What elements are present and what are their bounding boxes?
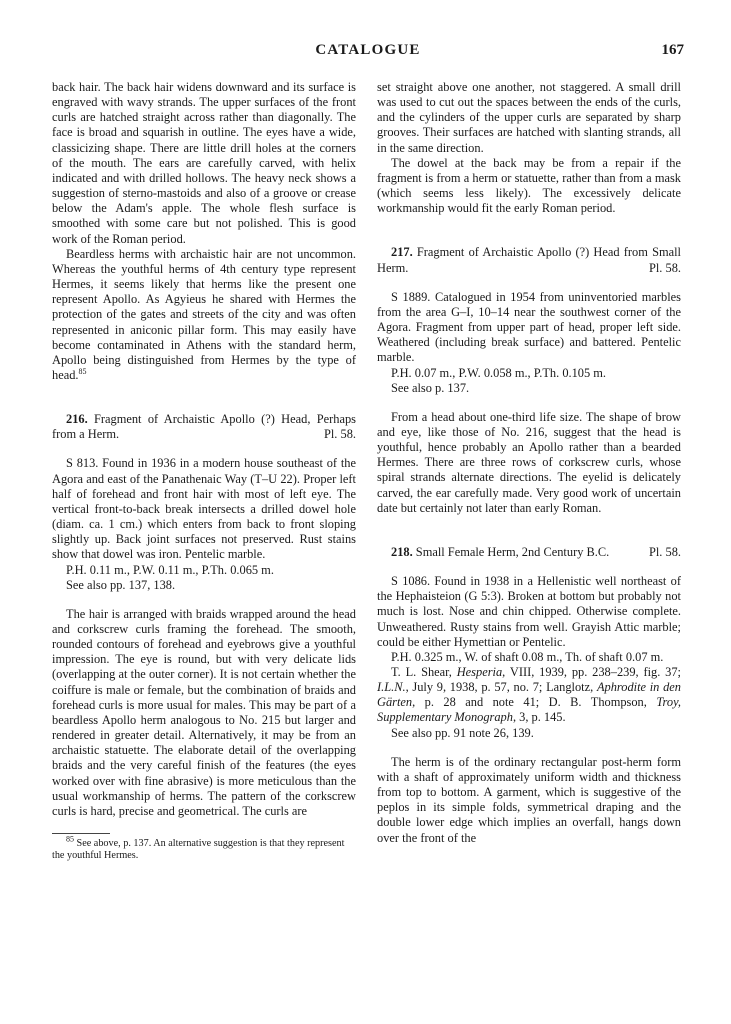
entry-discussion: The hair is arranged with braids wrapped around the head and corkscrew curls framing the forehead. The smooth, rounded contours of forehead and eyebrows give a youthful impression. The eye is round, but with very delicate lids (overlapping at the outer corner). It is not certain whether the coiffure is male or female, but the combination of braids and forehead curls is more usual for males. This may be part of a beardless Apollo herm analogous to No. 215 but larger and rendered in greater detail. Alternatively, it may be from an archaistic statuette. The elaborate detail of the overlapping braids and the very careful finish of the features (the eyes worked over with fine abrasive) is more meticulous than the usual workmanship of herms. The pattern of the corkscrew curls is hard, precise and geometrical. The curls are xyxy=(52,606,356,818)
entry-number: 218. xyxy=(391,544,413,559)
paragraph: set straight above one another, not staggered. A small drill was used to cut out the spaces between the ends of the curls, and the cylinders of the upper curls are separated by sharp grooves. Their surfaces are hatched with slanting strands, all in the same direction. xyxy=(377,80,681,155)
entry-heading-218 xyxy=(377,545,681,560)
footnote xyxy=(52,834,356,863)
entry-description: S 1086. Found in 1938 in a Hellenistic well northeast of the Hephaisteion (G 5:3). Broken at bottom but probably not much is lost. Nose and chin chipped. Otherwise complete. Unweathered. Rusty stains from well. Grayish Attic marble; could be either Hymettian or Pentelic. xyxy=(377,574,681,649)
plate-reference: Pl. 58. xyxy=(323,427,356,442)
plate-reference: Pl. 58. xyxy=(648,260,681,275)
entry-dimensions: P.H. 0.11 m., P.W. 0.11 m., P.Th. 0.065 m. xyxy=(66,562,274,577)
paragraph xyxy=(52,247,356,383)
entry-heading-216 xyxy=(52,412,356,442)
footnote-text: See above, p. 137. An alternative suggestion is that they represent the youthful Hermes. xyxy=(52,838,345,862)
entry-heading-217 xyxy=(377,245,681,275)
entry-number: 217. xyxy=(391,245,413,260)
entry-description: S 813. Found in 1936 in a modern house southeast of the Agora and east of the Panathenaic Way (T–U 22). Proper left half of forehead and front hair with most of left eye. The vertical front-to-back break intersects a drilled dowel hole (diam. ca. 1 cm.) which enters from back to front sloping slightly up. Back joint surfaces not preserved. Rust stains show that dowel was iron. Pentelic marble. xyxy=(52,456,356,562)
entry-dimensions: P.H. 0.325 m., W. of shaft 0.08 m., Th. of shaft 0.07 m. xyxy=(391,649,664,664)
plate-reference: Pl. 58. xyxy=(648,544,681,559)
entry-number: 216. xyxy=(66,412,88,427)
page-number: 167 xyxy=(661,42,684,58)
entry-discussion: From a head about one-third life size. The shape of brow and eye, like those of No. 216, suggest that the head is youthful, hence probably an Apollo rather than a bearded Hermes. There are three rows of corkscrew curls, whose spiral strands alternate directions. The eyelid is delicately carved, the ear carefully made. Very good work of uncertain date but certainly not later than early Roman. xyxy=(377,409,681,515)
paragraph: The dowel at the back may be from a repair if the fragment is from a herm or statuette, rather than from a mask (which seems less likely). The excessively delicate workmanship would fit the early Roman period. xyxy=(377,155,681,216)
right-column xyxy=(377,80,681,846)
running-title: CATALOGUE xyxy=(315,42,421,58)
entry-bibliography: T. L. Shear, Hesperia, VIII, 1939, pp. 238–239, fig. 37; I.L.N., July 9, 1938, p. 57, no. 7; Langlotz, Aphrodite in den Gärten, p. 28 and note 41; D. B. Thompson, Troy, Supplementary Monograph, 3, p. 145. xyxy=(377,665,681,725)
entry-title: Fragment of Archaistic Apollo (?) Head from Small Herm. xyxy=(377,245,681,275)
entry-see-also: See also pp. 91 note 26, 139. xyxy=(391,725,534,740)
footnote-rule xyxy=(52,833,110,834)
entry-description: S 1889. Catalogued in 1954 from uninventoried marbles from the area G–I, 10–14 near the southwest corner of the Agora. Fragment from upper part of head, proper left side. Weathered (including break surface) and battered. Pentelic marble. xyxy=(377,289,681,365)
entry-title: Fragment of Archaistic Apollo (?) Head, Perhaps from a Herm. xyxy=(52,412,356,442)
entry-discussion: The herm is of the ordinary rectangular post-herm form with a shaft of approximately uniform width and thickness from top to bottom. A garment, which is suggestive of the peplos in its simple folds, symmetrical draping and the double lower edge which implies an overfall, hangs down over the front of the xyxy=(377,754,681,845)
entry-title: Small Female Herm, 2nd Century B.C. xyxy=(415,544,610,559)
footnote-ref: 85 xyxy=(78,366,87,376)
entry-see-also: See also pp. 137, 138. xyxy=(66,577,176,592)
left-column xyxy=(52,80,356,863)
entry-dimensions: P.H. 0.07 m., P.W. 0.058 m., P.Th. 0.105 m. xyxy=(391,365,607,380)
paragraph: back hair. The back hair widens downward and its surface is engraved with wavy strands. The upper surfaces of the front curls are hatched straight across rather than diagonally. The face is broad and squarish in outline. The eyes have a wide, classicizing shape. There are little drill holes at the corners of the mouth. The ears are carefully carved, with helix indicated and with drilled hollows. The heavy neck shows a suggestion of sterno-mastoids and also of a groove or crease below the Adam's apple. The whole flesh surface is smoothed with some care but not polished. This is good work of the Roman period. xyxy=(52,80,356,246)
footnote-mark: 85 xyxy=(66,834,74,844)
page-header xyxy=(52,42,684,64)
entry-see-also: See also p. 137. xyxy=(391,380,470,395)
paragraph-text: Beardless herms with archaistic hair are not uncommon. Whereas the youthful herms of 4th century type represent Hermes, it seems likely that herms like the present one represent Apollo. As Agyieus he shared with Hermes the protection of the gates and streets of the city and was often represented in aniconic pillar form. This may easily have become contaminated in Athens with the standard herm, Apollo being distinguished from Hermes by the type of head. xyxy=(52,246,356,382)
